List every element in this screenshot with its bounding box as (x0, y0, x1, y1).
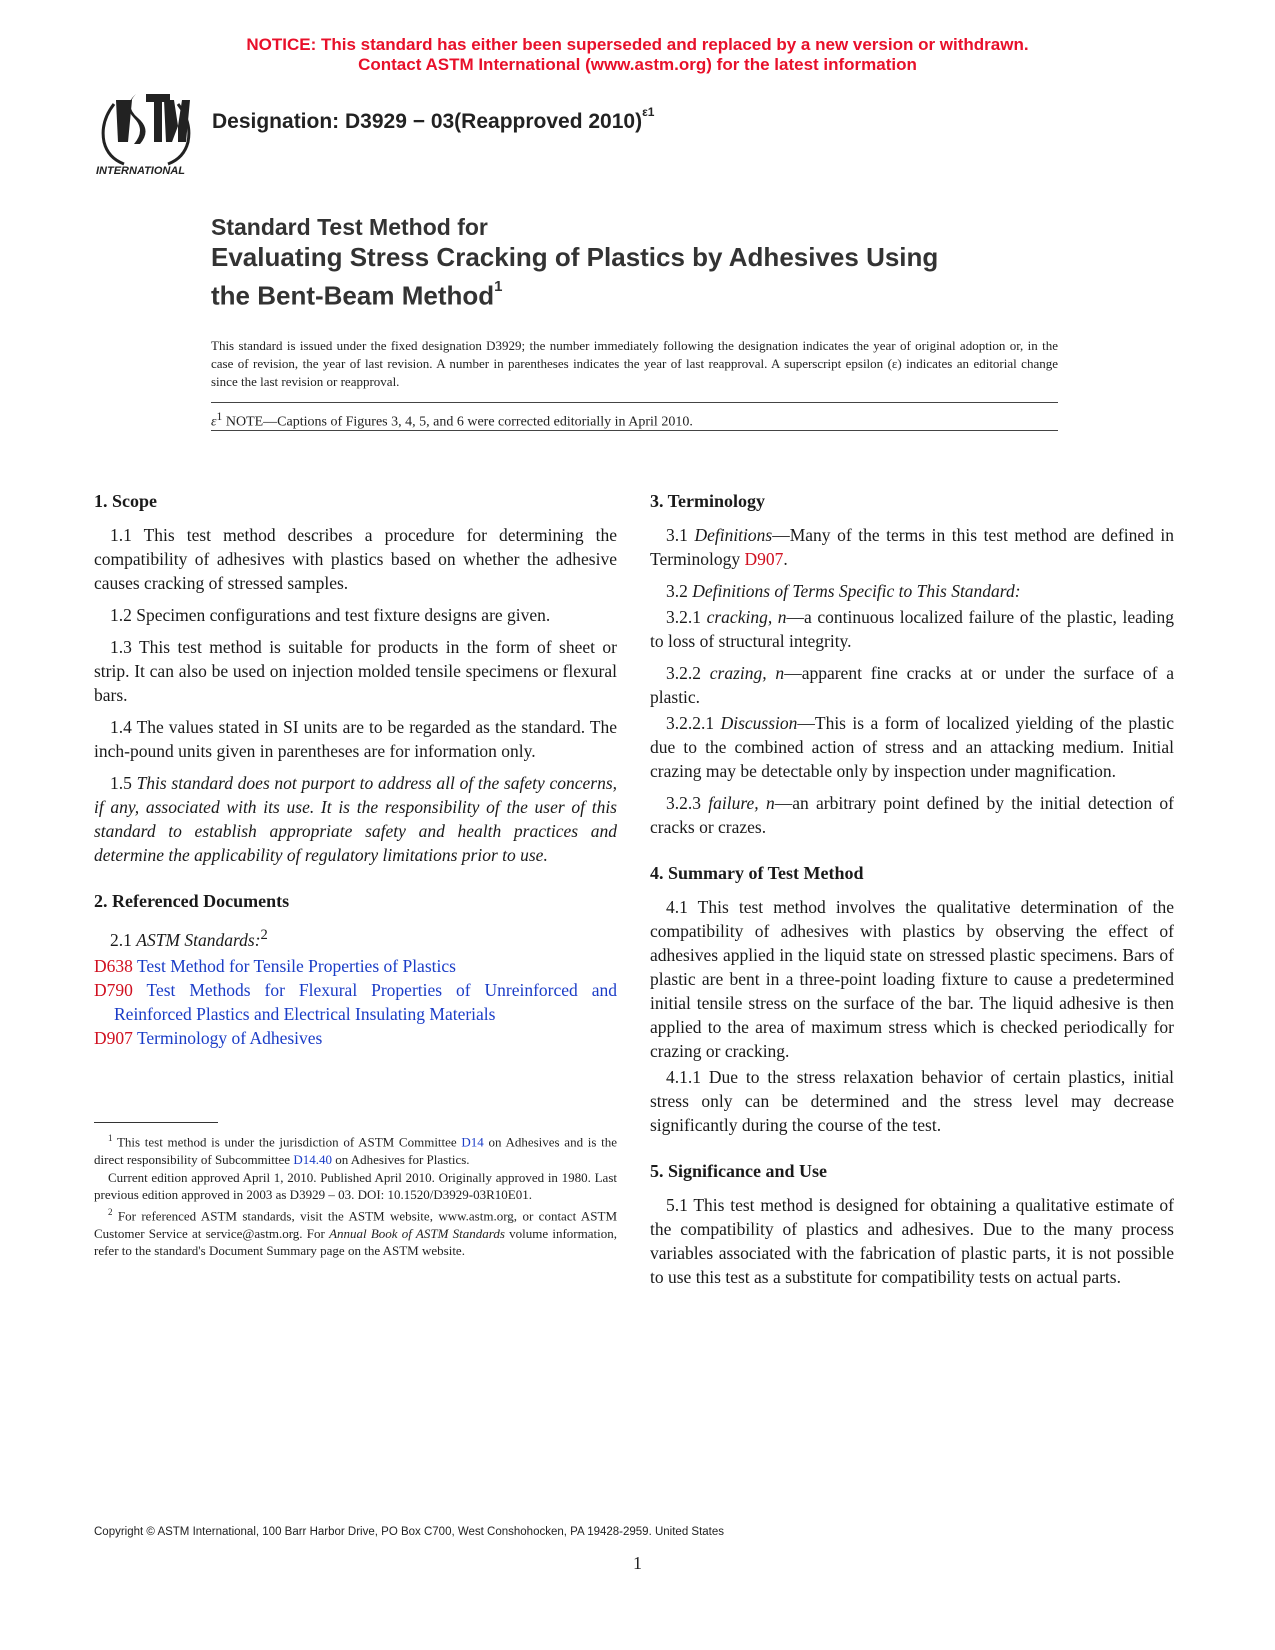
paragraph-4-1: 4.1 This test method involves the qualitative determination of the compatibility of adhesives with plastics by observing the effect of adhesives applied in the liquid state on stressed plastic specimens. Bars of plastic are bent in a three-point loading fixture to cause a predetermined initial tensile stress on the surface of the bar. The liquid adhesive is then applied to the area of maximum stress which is checked periodically for crazing or cracking. (650, 897, 1174, 1061)
paragraph-3-2-3-text: —an arbitrary point defined by the initial detection of cracks or crazes. (650, 793, 1175, 837)
logo-label: INTERNATIONAL (96, 165, 186, 177)
reference-code[interactable]: D907 (94, 1027, 133, 1048)
referenced-documents-heading: 2. Referenced Documents (94, 891, 290, 911)
footnote-marker-2: 2 (260, 927, 268, 943)
divider-bottom (211, 430, 1058, 431)
terminology-heading: 3. Terminology (650, 491, 766, 511)
designation-text: Designation: D3929 − 03(Reapproved 2010) (212, 110, 643, 133)
reference-d638[interactable] (94, 954, 617, 978)
paragraph-1-2: 1.2 Specimen configurations and test fixture designs are given. (110, 605, 551, 625)
committee-link[interactable]: D14 (461, 1134, 484, 1150)
reference-d790[interactable] (94, 978, 617, 1026)
paragraph-3-2-number: 3.2 (666, 581, 693, 601)
paragraph-5-1: 5.1 This test method is designed for obtaining a qualitative estimate of the compatibility of plastics and adhesives. Due to the many process variables associated with the fabrication of plastic parts, it is not possible to use this test as a substitute for compatibility tests on actual parts. (650, 1195, 1174, 1287)
copyright-footer: Copyright © ASTM International, 100 Barr Harbor Drive, PO Box C700, West Conshohocken, PA 19428-2959. United States (94, 1526, 725, 1538)
document-title (211, 213, 1061, 313)
epsilon-superscript: 1 (216, 410, 223, 423)
paragraph-3-2-text: Definitions of Terms Specific to This Standard: (692, 581, 1021, 601)
epsilon-symbol: ε (211, 414, 217, 430)
withdrawal-notice (0, 35, 1275, 75)
epsilon-note (211, 408, 1058, 432)
page-number: 1 (633, 1553, 642, 1573)
footnote-2-marker: 2 (108, 1206, 113, 1217)
paragraph-3-2-2-number: 3.2.2 (666, 663, 710, 683)
paragraph-3-1-end: . (783, 549, 788, 569)
reference-title[interactable]: Terminology of Adhesives (132, 1027, 323, 1048)
term-cracking: cracking, n (706, 607, 787, 627)
reference-d907[interactable] (94, 1026, 617, 1050)
title-line-1: Standard Test Method for (211, 214, 488, 240)
footnote-2-text-b: volume information, refer to the standard's Document Summary page on the ASTM website. (94, 1225, 617, 1259)
subcommittee-link[interactable]: D14.40 (293, 1151, 332, 1167)
term-crazing: crazing, n (709, 663, 785, 683)
footnotes (94, 1130, 617, 1260)
left-column (94, 489, 617, 1050)
reference-title[interactable]: Test Methods for Flexural Properties of Unreinforced and Reinforced Plastics and Electrical Insulating Materials (114, 979, 617, 1024)
paragraph-3-2-3-number: 3.2.3 (666, 793, 709, 813)
right-column (650, 489, 1174, 1297)
paragraph-3-2-3 (650, 791, 1174, 839)
paragraph-3-2-2-1 (650, 711, 1174, 783)
reference-code[interactable]: D790 (94, 979, 133, 1000)
paragraph-2-1 (94, 923, 617, 952)
footnote-1-text-c: on Adhesives for Plastics. (331, 1151, 470, 1167)
paragraph-3-2-2-text: —apparent fine cracks at or under the surface of a plastic. (650, 663, 1175, 707)
footnote-1-marker: 1 (108, 1133, 113, 1143)
significance-heading: 5. Significance and Use (650, 1161, 828, 1181)
footnote-1-text-a: This test method is under the jurisdiction of ASTM Committee (112, 1134, 462, 1150)
footnote-1 (94, 1130, 617, 1169)
paragraph-1-5-text: This standard does not purport to address all of the safety concerns, if any, associated with its use. It is the responsibility of the user of this standard to establish appropriate safety and health practices and determine the applicability of regulatory limitations prior to use. (94, 773, 618, 865)
title-line-2: Evaluating Stress Cracking of Plastics by Adhesives Using (211, 242, 939, 272)
footnote-2-italic: Annual Book of ASTM Standards (329, 1225, 505, 1241)
footnote-1-edition: Current edition approved April 1, 2010. Published April 2010. Originally approved in 1980. Last previous edition approved in 2003 as D3929 – 03. DOI: 10.1520/D3929-03R10E01. (94, 1169, 617, 1203)
paragraph-3-2-2 (650, 661, 1174, 709)
title-line-3 (211, 274, 1061, 313)
epsilon-note-text: NOTE—Captions of Figures 3, 4, 5, and 6 were corrected editorially in April 2010. (222, 414, 693, 430)
designation (212, 105, 655, 134)
footnote-2 (94, 1204, 617, 1260)
astm-logo-icon (94, 86, 198, 178)
paragraph-1-1: 1.1 This test method describes a procedure for determining the compatibility of adhesives with plastics based on whether the adhesive causes cracking of stressed samples. (94, 525, 617, 593)
paragraph-3-2-1 (650, 605, 1174, 653)
term-discussion: Discussion (720, 713, 798, 733)
paragraph-3-2-1-number: 3.2.1 (666, 607, 707, 627)
paragraph-3-2 (650, 579, 1174, 603)
scope-heading: 1. Scope (94, 491, 157, 511)
paragraph-3-2-2-1-number: 3.2.2.1 (666, 713, 721, 733)
terminology-link-d907[interactable]: D907 (744, 549, 784, 569)
paragraph-3-2-1-text: —a continuous localized failure of the plastic, leading to loss of structural integrity. (650, 607, 1175, 651)
paragraph-1-5 (94, 771, 617, 867)
paragraph-1-5-number: 1.5 (110, 773, 137, 793)
issue-note: This standard is issued under the fixed designation D3929; the number immediately following the designation indicates the year of original adoption or, in the case of revision, the year of last revision. A number in parentheses indicates the year of last reapproval. A superscript epsilon (ε) indicates an editorial change since the last revision or reapproval. (211, 338, 1058, 389)
paragraph-4-1-1: 4.1.1 Due to the stress relaxation behavior of certain plastics, initial stress only can be determined and the stress level may decrease significantly during the course of the test. (650, 1067, 1174, 1135)
divider-top (211, 402, 1058, 403)
paragraph-3-1 (650, 523, 1174, 571)
paragraph-3-1-number: 3.1 (666, 525, 695, 545)
footnote-divider (94, 1122, 218, 1123)
notice-line-1: NOTICE: This standard has either been superseded and replaced by a new version or withdrawn. (246, 35, 1029, 54)
title-footnote-marker: 1 (494, 278, 503, 295)
designation-superscript: ε1 (642, 105, 655, 119)
title-line-3-text: the Bent-Beam Method (211, 280, 495, 311)
astm-logo-graphic (94, 86, 198, 178)
reference-code[interactable]: D638 (94, 955, 133, 976)
paragraph-1-4: 1.4 The values stated in SI units are to be regarded as the standard. The inch-pound units given in parentheses are for information only. (94, 717, 617, 761)
term-failure: failure, n (708, 793, 775, 813)
paragraph-1-3: 1.3 This test method is suitable for products in the form of sheet or strip. It can also be used on injection molded tensile specimens or flexural bars. (94, 637, 617, 705)
footnote-1-text-b: on Adhesives and is the direct responsibility of Subcommittee (94, 1134, 617, 1167)
paragraph-2-1-text: ASTM Standards: (136, 929, 261, 950)
notice-line-2: Contact ASTM International (www.astm.org) for the latest information (358, 55, 917, 74)
paragraph-3-2-2-1-text: —This is a form of localized yielding of the plastic due to the combined action of stress and an attacking medium. Initial crazing may be detectable only by inspection under magnification. (650, 713, 1175, 781)
reference-title[interactable]: Test Method for Tensile Properties of Plastics (132, 955, 456, 976)
summary-heading: 4. Summary of Test Method (650, 863, 864, 883)
paragraph-3-1-text: —Many of the terms in this test method are defined in Terminology (650, 525, 1175, 569)
paragraph-3-1-term: Definitions (694, 525, 773, 545)
footnote-2-text-a: For referenced ASTM standards, visit the ASTM website, www.astm.org, or contact ASTM Customer Service at service@astm.org. For (94, 1208, 617, 1241)
paragraph-2-1-number: 2.1 (110, 929, 137, 950)
